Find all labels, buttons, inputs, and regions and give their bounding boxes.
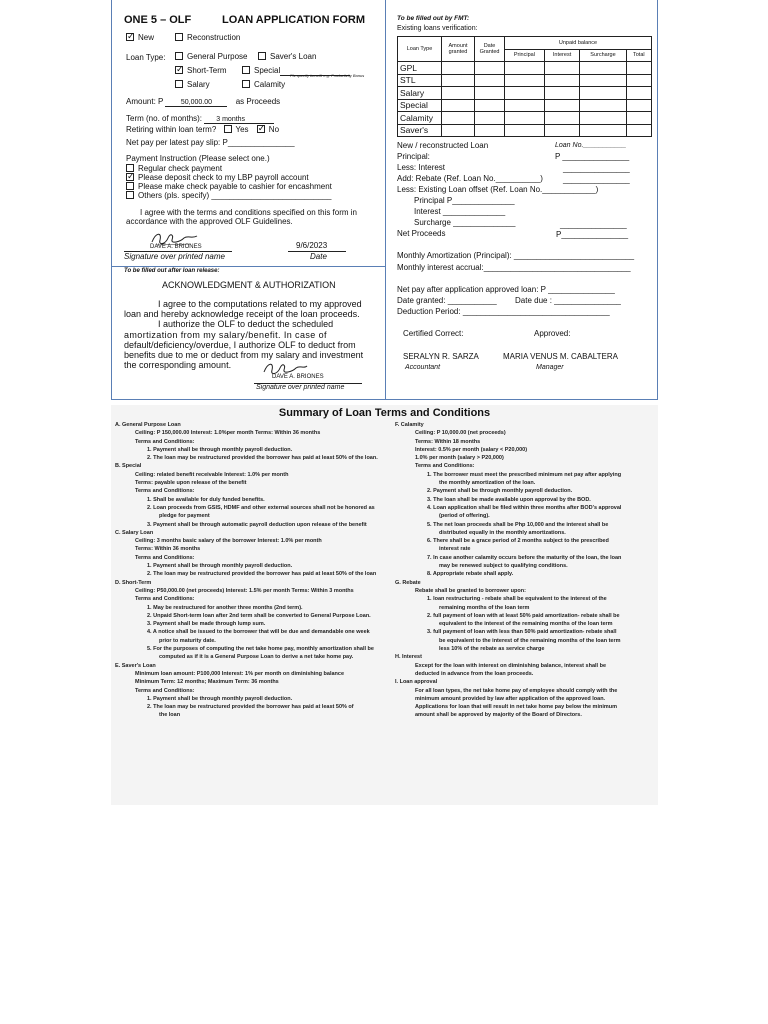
- summary-line: Minimum Term: 12 months; Maximum Term: 36 months: [135, 679, 279, 686]
- checkbox-icon[interactable]: [242, 66, 250, 74]
- summary-line: be equivalent to the interest of the remaining months of the loan term: [439, 637, 621, 644]
- loan-no-label: Loan No.___________: [555, 142, 627, 149]
- special-note: Pls specify benefit e.g. Productivity Bonus: [290, 73, 365, 78]
- less-interest-label: Less: Interest: [397, 163, 446, 172]
- add-rebate-label: Add: Rebate (Ref. Loan No.__________): [397, 174, 543, 183]
- loan-type-general-purpose[interactable]: General Purpose: [175, 52, 247, 61]
- existing-loans-table: Loan Type Amount granted Date Granted Unpaid balance Principal Interest Surcharge Total GPL STL Salary Special Calamity Saver's: [397, 36, 652, 137]
- new-reconstructed-label: New / reconstructed Loan: [397, 141, 489, 150]
- table-row: GPL: [398, 62, 652, 75]
- rebate-field[interactable]: _______________: [563, 175, 630, 184]
- summary-line: distributed equally in the monthly amortizations.: [439, 529, 566, 536]
- loan-type-label: Loan Type:: [126, 53, 166, 62]
- reconstruction-option[interactable]: Reconstruction: [175, 33, 240, 42]
- summary-line: 2. Loan proceeds from GSIS, HDMF and other external sources shall not be honored as: [147, 504, 375, 511]
- summary-line: Rebate shall be granted to borrower upon:: [415, 587, 526, 594]
- summary-line: Interest: 0.5% per month (salary < P20,000): [415, 446, 528, 453]
- checkbox-checked-icon[interactable]: [175, 66, 183, 74]
- checkbox-icon[interactable]: [175, 33, 183, 41]
- checkbox-checked-icon[interactable]: [126, 173, 134, 181]
- table-row: STL: [398, 74, 652, 87]
- summary-line: less 10% of the rebate as service charge: [439, 646, 545, 653]
- summary-line: Terms and Conditions:: [135, 596, 195, 603]
- manager-title: Manager: [536, 364, 564, 371]
- certified-label: Certified Correct:: [403, 329, 464, 338]
- table-row: Salary: [398, 87, 652, 100]
- loan-type-salary[interactable]: Salary: [175, 80, 210, 89]
- agree-text-2: accordance with the approved OLF Guidelines.: [126, 217, 293, 226]
- payment-option-regular[interactable]: Regular check payment: [126, 164, 222, 173]
- summary-line: Ceiling: P50,000.00 (net proceeds) Interest: 1.5% per month Terms: Within 3 months: [135, 587, 354, 594]
- checkbox-icon[interactable]: [175, 52, 183, 60]
- summary-line: I. Loan approval: [395, 679, 438, 686]
- summary-line: 1. May be restructured for another three months (2nd term).: [147, 604, 303, 611]
- monthly-interest[interactable]: Monthly interest accrual:_________________________________: [397, 263, 631, 272]
- signature-caption: Signature over printed name: [124, 252, 225, 261]
- fmt-header: To be filled out by FMT:: [397, 15, 470, 22]
- summary-line: Ceiling: P 10,000.00 (net proceeds): [415, 430, 506, 437]
- summary-line: 2. Payment shall be through monthly payroll deduction.: [427, 488, 573, 495]
- summary-line: equivalent to the interest of the remaining months of the loan term: [439, 621, 613, 628]
- principal-label: Principal:: [397, 152, 430, 161]
- checkbox-icon[interactable]: [242, 80, 250, 88]
- checkbox-icon[interactable]: [224, 125, 232, 133]
- summary-right-column: [395, 421, 657, 720]
- checkbox-icon[interactable]: [126, 191, 134, 199]
- summary-line: 2. The loan may be restructured provided the borrower has paid at least 50% of the loan.: [147, 455, 378, 462]
- summary-line: 4. A notice shall be issued to the borrower that will be due and demandable one week: [147, 629, 370, 636]
- fmt-verification: Existing loans verification:: [397, 25, 478, 32]
- summary-line: remaining months of the loan term: [439, 604, 530, 611]
- summary-line: 7. In case another calamity occurs before the maturity of the loan, the loan: [427, 554, 622, 561]
- summary-line: 3. Payment shall be made through lump sum.: [147, 621, 266, 628]
- summary-left-column: [115, 421, 387, 720]
- retiring-no[interactable]: ✓ No: [257, 125, 279, 134]
- summary-line: C. Salary Loan: [115, 529, 154, 536]
- summary-line: Terms and Conditions:: [135, 687, 195, 694]
- ack-caption: Signature over printed name: [256, 384, 345, 391]
- form-title: LOAN APPLICATION FORM: [222, 14, 365, 26]
- summary-line: 2. The loan may be restructured provided the borrower has paid at least 50% of: [147, 704, 354, 711]
- summary-line: E. Saver's Loan: [115, 662, 156, 669]
- net-proceeds-field[interactable]: P_______________: [556, 230, 629, 239]
- approved-label: Approved:: [534, 329, 571, 338]
- retiring-yes[interactable]: Yes: [224, 125, 249, 134]
- amount-row: Amount: P 50,000.00 as Proceeds: [126, 97, 281, 106]
- summary-line: Terms and Conditions:: [415, 463, 475, 470]
- summary-line: Ceiling: 3 months basic salary of the borrower Interest: 1.0% per month: [135, 538, 322, 545]
- payment-option-deposit[interactable]: ✓Please deposit check to my LBP payroll account: [126, 173, 309, 182]
- ack-header: To be filled out after loan release:: [124, 268, 220, 274]
- summary-line: Terms: Within 36 months: [135, 546, 201, 553]
- ack-printed-name: DAVE A. BRIONES: [272, 374, 324, 380]
- principal-field[interactable]: P _______________: [555, 152, 630, 161]
- accountant-name: SERALYN R. SARZA: [403, 352, 479, 361]
- summary-line: 2. The loan may be restructured provided the borrower has paid at least 50% of the loan: [147, 571, 377, 578]
- summary-line: 8. Appropriate rebate shall apply.: [427, 571, 514, 578]
- checkbox-icon[interactable]: [258, 52, 266, 60]
- checkbox-checked-icon[interactable]: [257, 125, 265, 133]
- summary-line: 1. The borrower must meet the prescribed minimum net pay after applying: [427, 471, 622, 478]
- summary-line: minimum amount provided by law after application of the approved loan.: [415, 695, 606, 702]
- summary-line: Terms: payable upon release of the benefit: [135, 480, 247, 487]
- summary-line: 1.0% per month (salary > P20,000): [415, 455, 504, 462]
- ack-body: I agree to the computations related to my approved loan and hereby acknowledge receipt of the loan proceeds. I authorize the OLF to deduct the scheduled amortization from my salary/benefit. In case of default/deficiency/overdue, I authorize OLF to deduct from benefits due to me or deduct from my salary and investment the corresponding amount.: [124, 299, 364, 371]
- summary-line: 5. The net loan proceeds shall be Php 10,000 and the interest shall be: [427, 521, 609, 528]
- net-proceeds-label: Net Proceeds: [397, 229, 446, 238]
- ack-title: ACKNOWLEDGMENT & AUTHORIZATION: [162, 280, 336, 290]
- loan-type-savers[interactable]: Saver's Loan: [258, 52, 316, 61]
- summary-line: Terms and Conditions:: [135, 438, 195, 445]
- netpay-after[interactable]: Net pay after application approved loan: P _______________: [397, 285, 615, 294]
- loan-type-special[interactable]: Special: [242, 66, 350, 76]
- summary-line: interest rate: [439, 546, 471, 553]
- summary-line: pledge for payment: [159, 513, 210, 520]
- offset-principal[interactable]: Principal P______________: [414, 196, 515, 205]
- divider: [111, 266, 386, 267]
- summary-line: H. Interest: [395, 654, 422, 661]
- table-row: Saver's: [398, 124, 652, 137]
- date-caption: Date: [310, 252, 327, 261]
- checkbox-icon[interactable]: [175, 80, 183, 88]
- date-granted[interactable]: Date granted: ___________: [397, 296, 497, 305]
- summary-line: 2. Unpaid Short-term loan after 2nd term shall be converted to General Purpose Loan.: [147, 612, 371, 619]
- summary-line: 3. full payment of loan with less than 50% paid amortization- rebate shall: [427, 629, 617, 636]
- summary-line: 3. Payment shall be through automatic payroll deduction upon release of the benefit: [147, 521, 367, 528]
- summary-line: 6. There shall be a grace period of 2 months subject to the prescribed: [427, 538, 609, 545]
- term-field[interactable]: 3 months: [204, 116, 274, 124]
- summary-line: Ceiling: related benefit receivable Interest: 1.0% per month: [135, 471, 289, 478]
- summary-line: Terms: Within 18 months: [415, 438, 481, 445]
- summary-line: G. Rebate: [395, 579, 421, 586]
- summary-line: 1. Payment shall be through monthly payroll deduction.: [147, 695, 293, 702]
- summary-line: Minimum loan amount: P100,000 Interest: 1% per month on diminishing balance: [135, 670, 345, 677]
- payment-option-cashier[interactable]: Please make check payable to cashier for encashment: [126, 182, 332, 191]
- manager-name: MARIA VENUS M. CABALTERA: [503, 352, 618, 361]
- summary-title: Summary of Loan Terms and Conditions: [278, 407, 491, 419]
- summary-line: (period of offering).: [439, 513, 490, 520]
- netpay-row: Net pay per latest pay slip: P_______________: [126, 138, 295, 147]
- offset-interest[interactable]: Interest ______________: [414, 207, 506, 216]
- summary-line: For all loan types, the net take home pay of employee should comply with the: [415, 687, 618, 694]
- summary-line: the monthly amortization of the loan.: [439, 480, 536, 487]
- summary-line: Except for the loan with interest on diminishing balance, interest shall be: [415, 662, 607, 669]
- summary-line: 3. The loan shall be made available upon approval by the BOD.: [427, 496, 591, 503]
- summary-line: Terms and Conditions:: [135, 488, 195, 495]
- divider: [111, 399, 658, 400]
- monthly-amortization[interactable]: Monthly Amortization (Principal): ___________________________: [397, 251, 635, 260]
- table-row: Special: [398, 99, 652, 112]
- interest-field[interactable]: _______________: [563, 164, 630, 173]
- summary-line: 1. Shall be available for duly funded benefits.: [147, 496, 265, 503]
- checkbox-checked-icon[interactable]: [126, 33, 134, 41]
- summary-line: Applications for loan that will result in net take home pay below the minimum: [415, 704, 617, 711]
- printed-name: DAVE A. BRIONES: [150, 244, 202, 250]
- summary-line: B. Special: [115, 463, 142, 470]
- agree-text-1: I agree with the terms and conditions specified on this form in: [140, 208, 357, 217]
- summary-line: 1. Payment shall be through monthly payroll deduction.: [147, 446, 293, 453]
- less-offset-label: Less: Existing Loan offset (Ref. Loan No.____________): [397, 185, 599, 194]
- table-row: Calamity: [398, 112, 652, 125]
- summary-line: 4. Loan application shall be filed within three months after BOD's approval: [427, 504, 622, 511]
- offset-surcharge[interactable]: Surcharge ______________: [414, 218, 516, 227]
- summary-line: 5. For the purposes of computing the net take home pay, monthly amortization shall be: [147, 646, 374, 653]
- deduction-period[interactable]: Deduction Period: _________________________________: [397, 307, 610, 316]
- summary-line: Ceiling: P 150,000.00 Interest: 1.0%per month Terms: Within 36 months: [135, 430, 321, 437]
- amount-field[interactable]: 50,000.00: [165, 99, 227, 107]
- summary-line: amount shall be approved by majority of the Board of Directors.: [415, 712, 582, 719]
- summary-line: deducted in advance from the loan proceeds.: [415, 670, 534, 677]
- accountant-title: Accountant: [405, 364, 441, 371]
- loan-type-calamity[interactable]: Calamity: [242, 80, 285, 89]
- summary-line: 2. full payment of loan with at least 50% paid amortization- rebate shall be: [427, 612, 620, 619]
- offset-total-field[interactable]: _______________: [560, 220, 627, 229]
- summary-line: may be renewed subject to qualifying conditions.: [439, 563, 568, 570]
- date-due[interactable]: Date due : _______________: [515, 296, 621, 305]
- term-row: Term (no. of months): 3 months: [126, 114, 274, 124]
- summary-line: 1. Payment shall be through monthly payroll deduction.: [147, 563, 293, 570]
- summary-line: 1. loan restructuring - rebate shall be equivalent to the interest of the: [427, 596, 607, 603]
- new-option[interactable]: ✓New: [126, 33, 154, 42]
- summary-line: F. Calamity: [395, 422, 424, 428]
- checkbox-icon[interactable]: [126, 182, 134, 190]
- form-title-left: ONE 5 – OLF: [124, 14, 192, 26]
- summary-line: Terms and Conditions:: [135, 554, 195, 561]
- summary-line: computed as if it is a General Purpose Loan to derive a net take home pay.: [159, 654, 354, 661]
- date-field[interactable]: 9/6/2023: [296, 241, 328, 250]
- summary-line: D. Short-Term: [115, 579, 152, 586]
- payment-option-others[interactable]: Others (pls. specify) ___________________________: [126, 191, 331, 200]
- payment-instruction-label: Payment Instruction (Please select one.): [126, 154, 270, 163]
- summary-line: the loan: [159, 712, 181, 719]
- loan-type-short-term[interactable]: ✓Short-Term: [175, 66, 227, 75]
- summary-line: A. General Purpose Loan: [115, 422, 181, 428]
- retiring-row: Retiring within loan term? Yes ✓ No: [126, 125, 279, 134]
- summary-section: [111, 405, 658, 805]
- summary-line: prior to maturity date.: [159, 637, 216, 644]
